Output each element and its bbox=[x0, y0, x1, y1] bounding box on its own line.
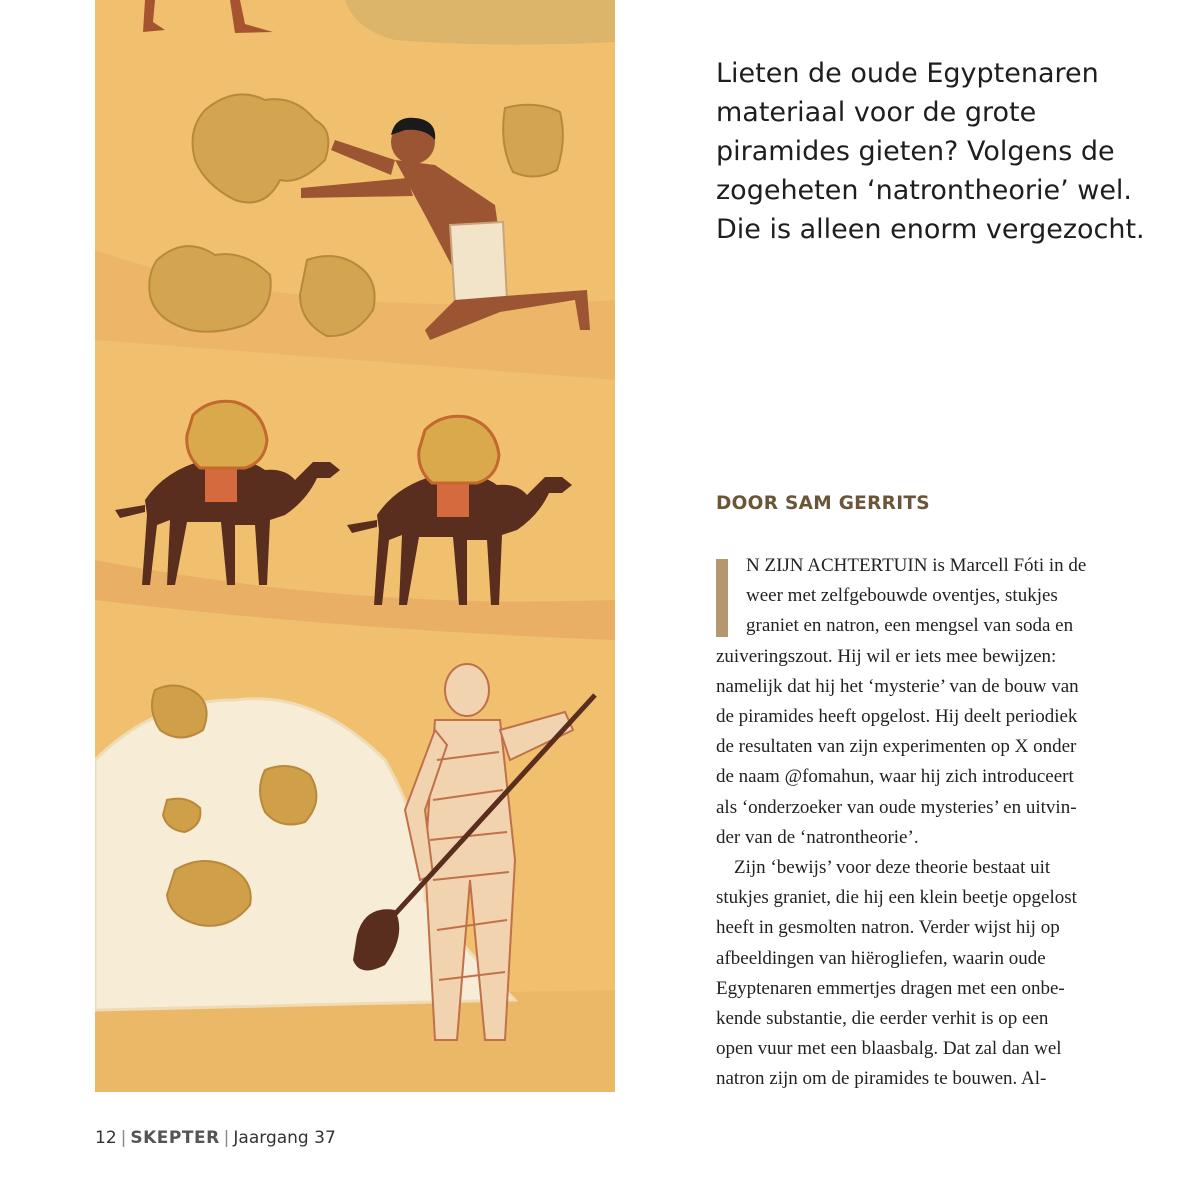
article-line: namelijk dat hij het ‘mysterie’ van de bouw van bbox=[716, 675, 1079, 697]
article-line: de resultaten van zijn experimenten op X onder bbox=[716, 736, 1077, 758]
article-body bbox=[716, 551, 1131, 1095]
lead-in: N ZIJN ACHTERTUIN bbox=[746, 555, 928, 576]
article-paragraph-2 bbox=[716, 853, 1131, 1095]
article-line-text: is Marcell Fóti in de bbox=[927, 555, 1087, 576]
intro-deck: Lieten de oude Egyptenaren materiaal voor de grote piramides gieten? Volgens de zogeheten ‘natrontheorie’ wel. Die is alleen enorm vergezocht. bbox=[716, 58, 1145, 245]
article-line: open vuur met een blaasbalg. Dat zal dan wel bbox=[716, 1038, 1062, 1060]
article-line: Egyptenaren emmertjes dragen met een onbe- bbox=[716, 977, 1065, 999]
article-line: afbeeldingen van hiërogliefen, waarin oude bbox=[716, 947, 1046, 969]
egypt-illustration bbox=[95, 0, 615, 1092]
article-line: zuiveringszout. Hij wil er iets mee bewijzen: bbox=[716, 645, 1057, 667]
article-line: de naam @fomahun, waar hij zich introduceert bbox=[716, 766, 1074, 788]
article-line: Zijn ‘bewijs’ voor deze theorie bestaat uit bbox=[734, 857, 1051, 879]
article-line: de piramides heeft opgelost. Hij deelt periodiek bbox=[716, 706, 1078, 728]
article-line: weer met zelfgebouwde oventjes, stukjes bbox=[746, 585, 1058, 607]
magazine-name: SKEPTER bbox=[130, 1128, 220, 1148]
article-line: der van de ‘natrontheorie’. bbox=[716, 826, 919, 848]
footer-separator: | bbox=[223, 1128, 230, 1148]
byline: DOOR SAM GERRITS bbox=[716, 493, 930, 514]
article-line: stukjes graniet, die hij een klein beetje opgelost bbox=[716, 887, 1077, 909]
article-line: heeft in gesmolten natron. Verder wijst hij op bbox=[716, 917, 1060, 939]
drop-cap-letter bbox=[716, 559, 717, 560]
article-line bbox=[716, 551, 1131, 581]
footer-separator: | bbox=[120, 1128, 127, 1148]
volume-label: Jaargang 37 bbox=[233, 1128, 336, 1148]
page-footer bbox=[95, 1128, 336, 1148]
drop-cap bbox=[716, 559, 728, 637]
article-paragraph-1 bbox=[716, 551, 1131, 853]
article-line: als ‘onderzoeker van oude mysteries’ en uitvin- bbox=[716, 796, 1077, 818]
article-line: natron zijn om de piramides te bouwen. Al- bbox=[716, 1068, 1047, 1090]
article-line: graniet en natron, een mengsel van soda en bbox=[746, 615, 1074, 637]
article-line: kende substantie, die eerder verhit is op een bbox=[716, 1008, 1049, 1030]
page-number: 12 bbox=[95, 1128, 117, 1148]
